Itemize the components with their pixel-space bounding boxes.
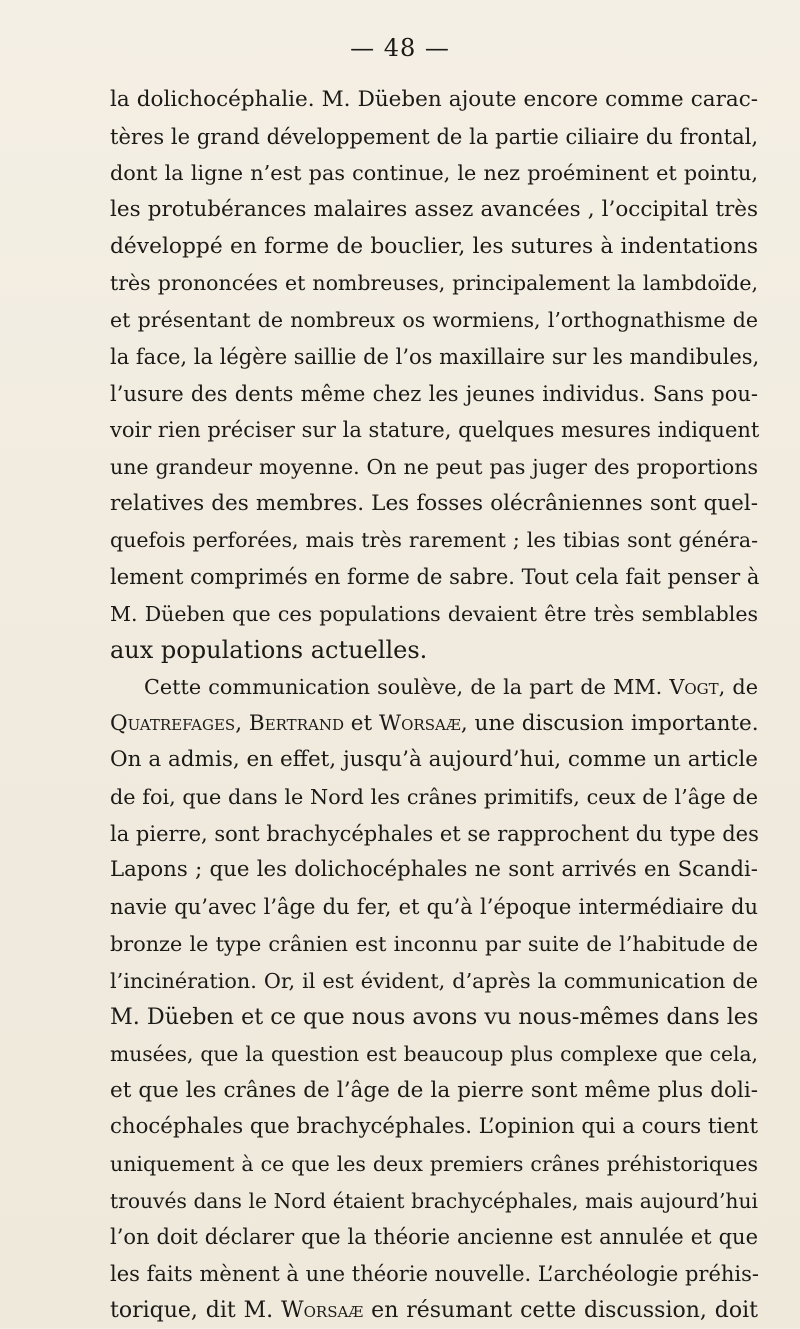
text-line: développé en forme de bouclier, les sutures à indentations xyxy=(110,233,758,259)
text-line: chocéphales que brachycéphales. L’opinion qui a cours tient xyxy=(110,1114,758,1140)
text-line xyxy=(110,706,758,743)
text-line: et présentant de nombreux os wormiens, l’orthognathisme de xyxy=(110,308,758,333)
author-name: Worsaæ xyxy=(379,710,461,736)
text-run: , xyxy=(235,710,243,736)
text-line: très prononcées et nombreuses, principalement la lambdoïde, xyxy=(110,271,758,296)
text-run: , de xyxy=(718,675,758,699)
text-line: navie qu’avec l’âge du fer, et qu’à l’époque intermédiaire du xyxy=(110,895,758,920)
text-line: les faits mènent à une théorie nouvelle. L’archéologie préhis- xyxy=(110,1262,760,1286)
text-line: la face, la légère saillie de l’os maxillaire sur les mandibules, xyxy=(110,344,760,369)
text-line: M. Düeben et ce que nous avons vu nous-mêmes dans les xyxy=(110,1004,759,1031)
text-line: bronze le type crânien est inconnu par suite de l’habitude de xyxy=(110,931,758,956)
text-line: l’usure des dents même chez les jeunes individus. Sans pou- xyxy=(110,381,758,406)
text-line: quefois perforées, mais très rarement ; les tibias sont généra- xyxy=(110,528,758,553)
text-line: l’on doit déclarer que la théorie ancienne est annulée et que xyxy=(110,1225,758,1250)
text-line: les protubérances malaires assez avancées , l’occipital très xyxy=(110,197,758,223)
author-name: Vogt xyxy=(669,675,719,699)
author-name: Quatrefages xyxy=(110,710,236,736)
body-text xyxy=(110,82,758,1329)
text-line: lement comprimés en forme de sabre. Tout cela fait penser à xyxy=(110,564,760,589)
text-line: relatives des membres. Les fosses olécrâniennes sont quel- xyxy=(110,490,758,516)
text-line: et que les crânes de l’âge de la pierre sont même plus doli- xyxy=(110,1077,758,1103)
text-line: trouvés dans le Nord étaient brachycéphales, mais aujourd’hui xyxy=(110,1188,758,1213)
author-name: Bertrand xyxy=(248,710,344,736)
text-line: musées, que la question est beaucoup plus complexe que cela, xyxy=(110,1041,758,1066)
text-line: une grandeur moyenne. On ne peut pas juger des proportions xyxy=(110,454,758,479)
text-line: uniquement à ce que les deux premiers crânes préhistoriques xyxy=(110,1151,758,1176)
text-run: en résumant cette discussion, doit xyxy=(363,1297,758,1323)
text-line: de foi, que dans le Nord les crânes primitifs, ceux de l’âge de xyxy=(110,785,758,810)
text-line: l’incinération. Or, il est évident, d’après la communication de xyxy=(110,968,758,993)
text-line: aux populations actuelles. xyxy=(110,636,428,665)
text-run: torique, dit M. xyxy=(110,1297,281,1323)
text-run: , une discusion importante. xyxy=(460,710,759,736)
text-line xyxy=(110,669,758,706)
page-number: — 48 — xyxy=(350,34,450,62)
text-line: la dolichocéphalie. M. Düeben ajoute encore comme carac- xyxy=(110,87,758,112)
text-line: dont la ligne n’est pas continue, le nez proéminent et pointu, xyxy=(110,161,758,186)
text-line: M. Düeben que ces populations devaient être très semblables xyxy=(110,601,758,626)
text-line xyxy=(110,1293,758,1329)
text-line: On a admis, en effet, jusqu’à aujourd’hui, comme un article xyxy=(110,747,758,773)
text-line: voir rien préciser sur la stature, quelques mesures indiquent xyxy=(110,418,760,443)
text-run: et xyxy=(343,710,380,736)
text-line: Lapons ; que les dolichocéphales ne sont arrivés en Scandi- xyxy=(110,857,758,883)
text-line: tères le grand développement de la partie ciliaire du frontal, xyxy=(110,124,758,149)
text-line: la pierre, sont brachycéphales et se rapprochent du type des xyxy=(110,821,759,846)
author-name: Worsaæ xyxy=(280,1297,364,1323)
text-run: Cette communication soulève, de la part de MM. xyxy=(144,675,663,699)
